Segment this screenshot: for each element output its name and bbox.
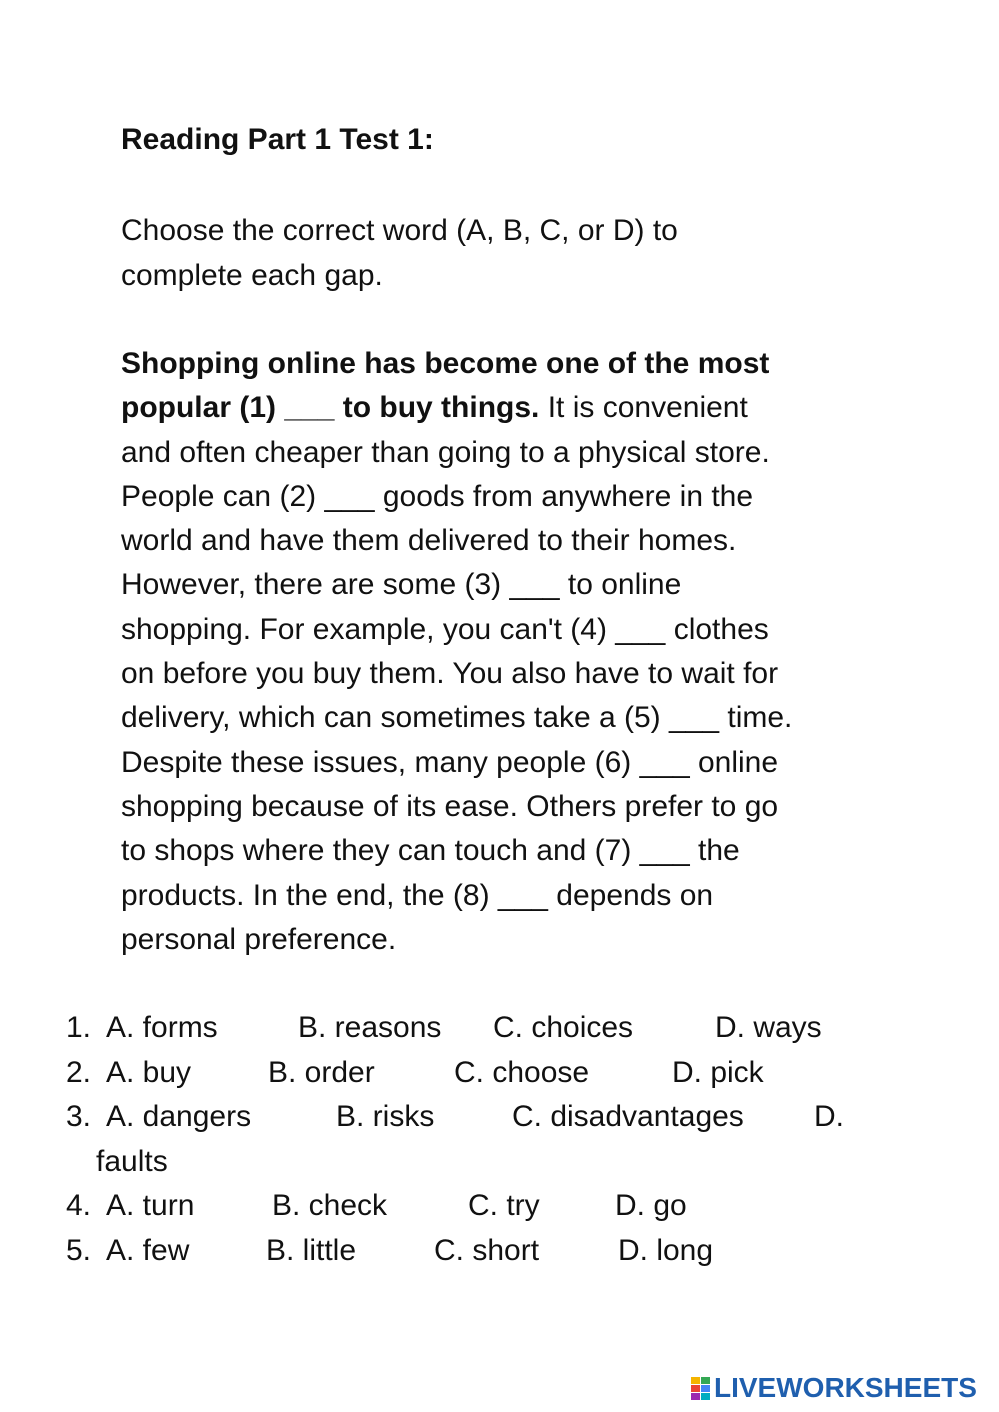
option-c[interactable]: C. choices	[493, 1011, 634, 1044]
option-d[interactable]: D. long	[618, 1233, 714, 1267]
question-row	[66, 1051, 886, 1096]
instructions-line-2: complete each gap.	[121, 258, 383, 292]
passage-line: world and have them delivered to their homes.	[121, 524, 737, 558]
passage-line: personal preference.	[121, 922, 397, 956]
option-a[interactable]: A. turn	[106, 1189, 195, 1222]
answer-options-list	[66, 1006, 886, 1273]
option-d-continuation[interactable]: faults	[96, 1144, 168, 1178]
liveworksheets-logo-icon	[690, 1375, 712, 1401]
option-b[interactable]: B. risks	[336, 1100, 435, 1133]
question-row	[66, 1229, 886, 1274]
question-number: 5.	[66, 1233, 92, 1267]
question-number: 1.	[66, 1011, 92, 1044]
question-number: 4.	[66, 1189, 92, 1222]
option-c[interactable]: C. short	[434, 1233, 540, 1267]
passage-line: on before you buy them. You also have to wait for	[121, 657, 779, 691]
instructions	[121, 209, 881, 298]
passage-line: and often cheaper than going to a physical store.	[121, 435, 770, 469]
option-c[interactable]: C. disadvantages	[512, 1100, 744, 1133]
passage-text: It is convenient	[539, 391, 748, 425]
option-d[interactable]: D. pick	[672, 1055, 764, 1089]
question-number: 2.	[66, 1055, 92, 1089]
passage-line: However, there are some (3) ___ to online	[121, 568, 682, 602]
option-b[interactable]: B. order	[268, 1055, 375, 1089]
question-row	[66, 1095, 886, 1184]
page-title: Reading Part 1 Test 1:	[121, 123, 434, 156]
liveworksheets-logo[interactable]	[690, 1373, 977, 1403]
passage-line: to shops where they can touch and (7) ___ the	[121, 834, 740, 868]
option-b[interactable]: B. little	[266, 1233, 357, 1267]
option-d[interactable]: D.	[814, 1100, 844, 1133]
passage-line: delivery, which can sometimes take a (5) ___ time.	[121, 701, 793, 735]
passage-bold-text: popular (1) ___ to buy things.	[121, 391, 540, 425]
question-row	[66, 1006, 886, 1051]
option-c[interactable]: C. choose	[454, 1055, 590, 1089]
reading-passage	[121, 342, 881, 962]
logo-text: LIVEWORKSHEETS	[714, 1372, 977, 1403]
instructions-line-1: Choose the correct word (A, B, C, or D) to	[121, 214, 678, 247]
passage-line: People can (2) ___ goods from anywhere in the	[121, 479, 754, 513]
question-number: 3.	[66, 1100, 92, 1133]
option-a[interactable]: A. few	[106, 1233, 190, 1267]
option-d[interactable]: D. ways	[715, 1011, 822, 1044]
option-a[interactable]: A. dangers	[106, 1100, 252, 1133]
passage-bold-text: Shopping online has become one of the most	[121, 347, 770, 380]
question-row	[66, 1184, 886, 1229]
option-d[interactable]: D. go	[615, 1189, 687, 1222]
option-b[interactable]: B. check	[272, 1189, 388, 1222]
passage-line: products. In the end, the (8) ___ depends on	[121, 878, 714, 912]
passage-line	[121, 342, 881, 386]
passage-line: shopping. For example, you can't (4) ___ clothes	[121, 612, 769, 646]
option-c[interactable]: C. try	[468, 1189, 540, 1222]
option-b[interactable]: B. reasons	[298, 1011, 442, 1044]
option-a[interactable]: A. forms	[106, 1011, 218, 1044]
option-a[interactable]: A. buy	[106, 1055, 192, 1089]
passage-line: Despite these issues, many people (6) ___ online	[121, 745, 779, 779]
passage-line: shopping because of its ease. Others prefer to go	[121, 789, 779, 823]
passage-line	[121, 386, 881, 430]
